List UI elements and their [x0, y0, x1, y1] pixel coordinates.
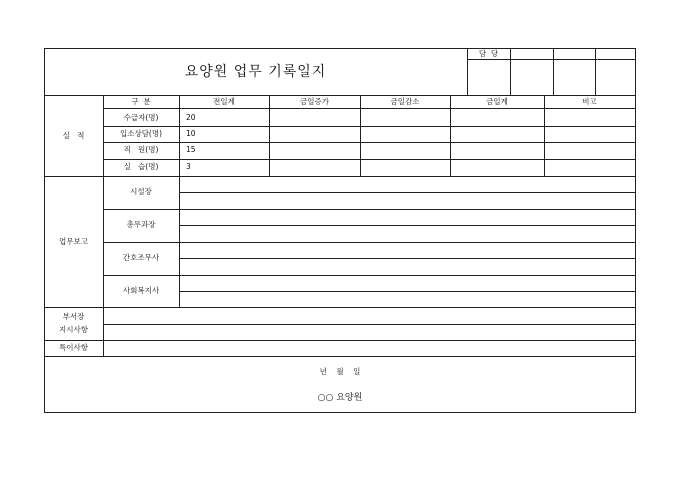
report-entry-nursing-assistant[interactable]: [180, 243, 635, 275]
rule-special-bottom: [44, 356, 636, 357]
form-title: 요양원 업무 기록일지: [184, 64, 327, 80]
stats-row-label-consultations: 입소상담(명): [119, 129, 163, 138]
rule-stats-col-5: [544, 95, 545, 176]
approval-sign-box-1[interactable]: [467, 60, 510, 95]
report-role-nursing-assistant: 간호조무사: [122, 253, 160, 262]
report-entry-director[interactable]: [180, 177, 635, 209]
rule-stats-row-1: [103, 126, 636, 127]
stats-header-category: 구 분: [131, 97, 151, 106]
approval-sign-box-4[interactable]: [595, 60, 635, 95]
border-left: [44, 48, 45, 413]
report-entry-social-worker[interactable]: [180, 276, 635, 307]
footer-date: 년 월 일: [319, 367, 361, 376]
work-log-form: [44, 48, 636, 413]
rule-stats-col-4: [450, 95, 451, 176]
directive-entry[interactable]: [104, 308, 635, 340]
stats-row-value-consultations[interactable]: 10: [186, 129, 196, 138]
rule-stats-col-2: [269, 95, 270, 176]
footer-organization: ○○ 요양원: [317, 393, 363, 403]
special-notes-label: 특이사항: [59, 343, 88, 352]
approval-sign-box-3[interactable]: [553, 60, 595, 95]
rule-stats-row-3: [103, 159, 636, 160]
rule-stats-row-2: [103, 142, 636, 143]
stats-header-remarks: 비고: [582, 97, 597, 106]
approval-label: 담 당: [478, 49, 499, 58]
stats-header-today-increase: 금일증가: [300, 97, 329, 106]
stats-section-label: 실 적: [62, 131, 85, 140]
report-role-general-manager: 총무과장: [126, 220, 156, 229]
border-top: [44, 48, 636, 49]
stats-row-label-trainees: 실 습(명): [123, 162, 159, 171]
stats-row-value-trainees[interactable]: 3: [186, 162, 191, 171]
report-role-director: 시설장: [130, 187, 152, 196]
rule-stats-header: [103, 108, 636, 109]
report-section-label: 업무보고: [59, 237, 88, 246]
report-role-social-worker: 사회복지사: [122, 286, 160, 295]
approval-sign-box-2[interactable]: [510, 60, 553, 95]
border-bottom: [44, 412, 636, 413]
stats-header-today-decrease: 금일감소: [390, 97, 420, 106]
stats-row-value-recipients[interactable]: 20: [186, 113, 196, 122]
special-notes-entry[interactable]: [104, 341, 635, 356]
stats-header-prev-total: 전일계: [213, 97, 235, 106]
stats-row-label-recipients: 수급자(명): [123, 113, 159, 122]
stats-row-value-staff[interactable]: 15: [186, 145, 196, 154]
stats-row-label-staff: 직 원(명): [123, 145, 159, 154]
rule-header-bottom: [44, 95, 636, 96]
rule-stats-col-3: [360, 95, 361, 176]
report-entry-general-manager[interactable]: [180, 210, 635, 242]
border-right: [635, 48, 636, 413]
directive-label-line2: 지시사항: [59, 325, 88, 334]
directive-label-line1: 부서장: [62, 312, 85, 321]
rule-stats-col-1: [179, 95, 180, 176]
stats-header-today-total: 금일계: [486, 97, 508, 106]
